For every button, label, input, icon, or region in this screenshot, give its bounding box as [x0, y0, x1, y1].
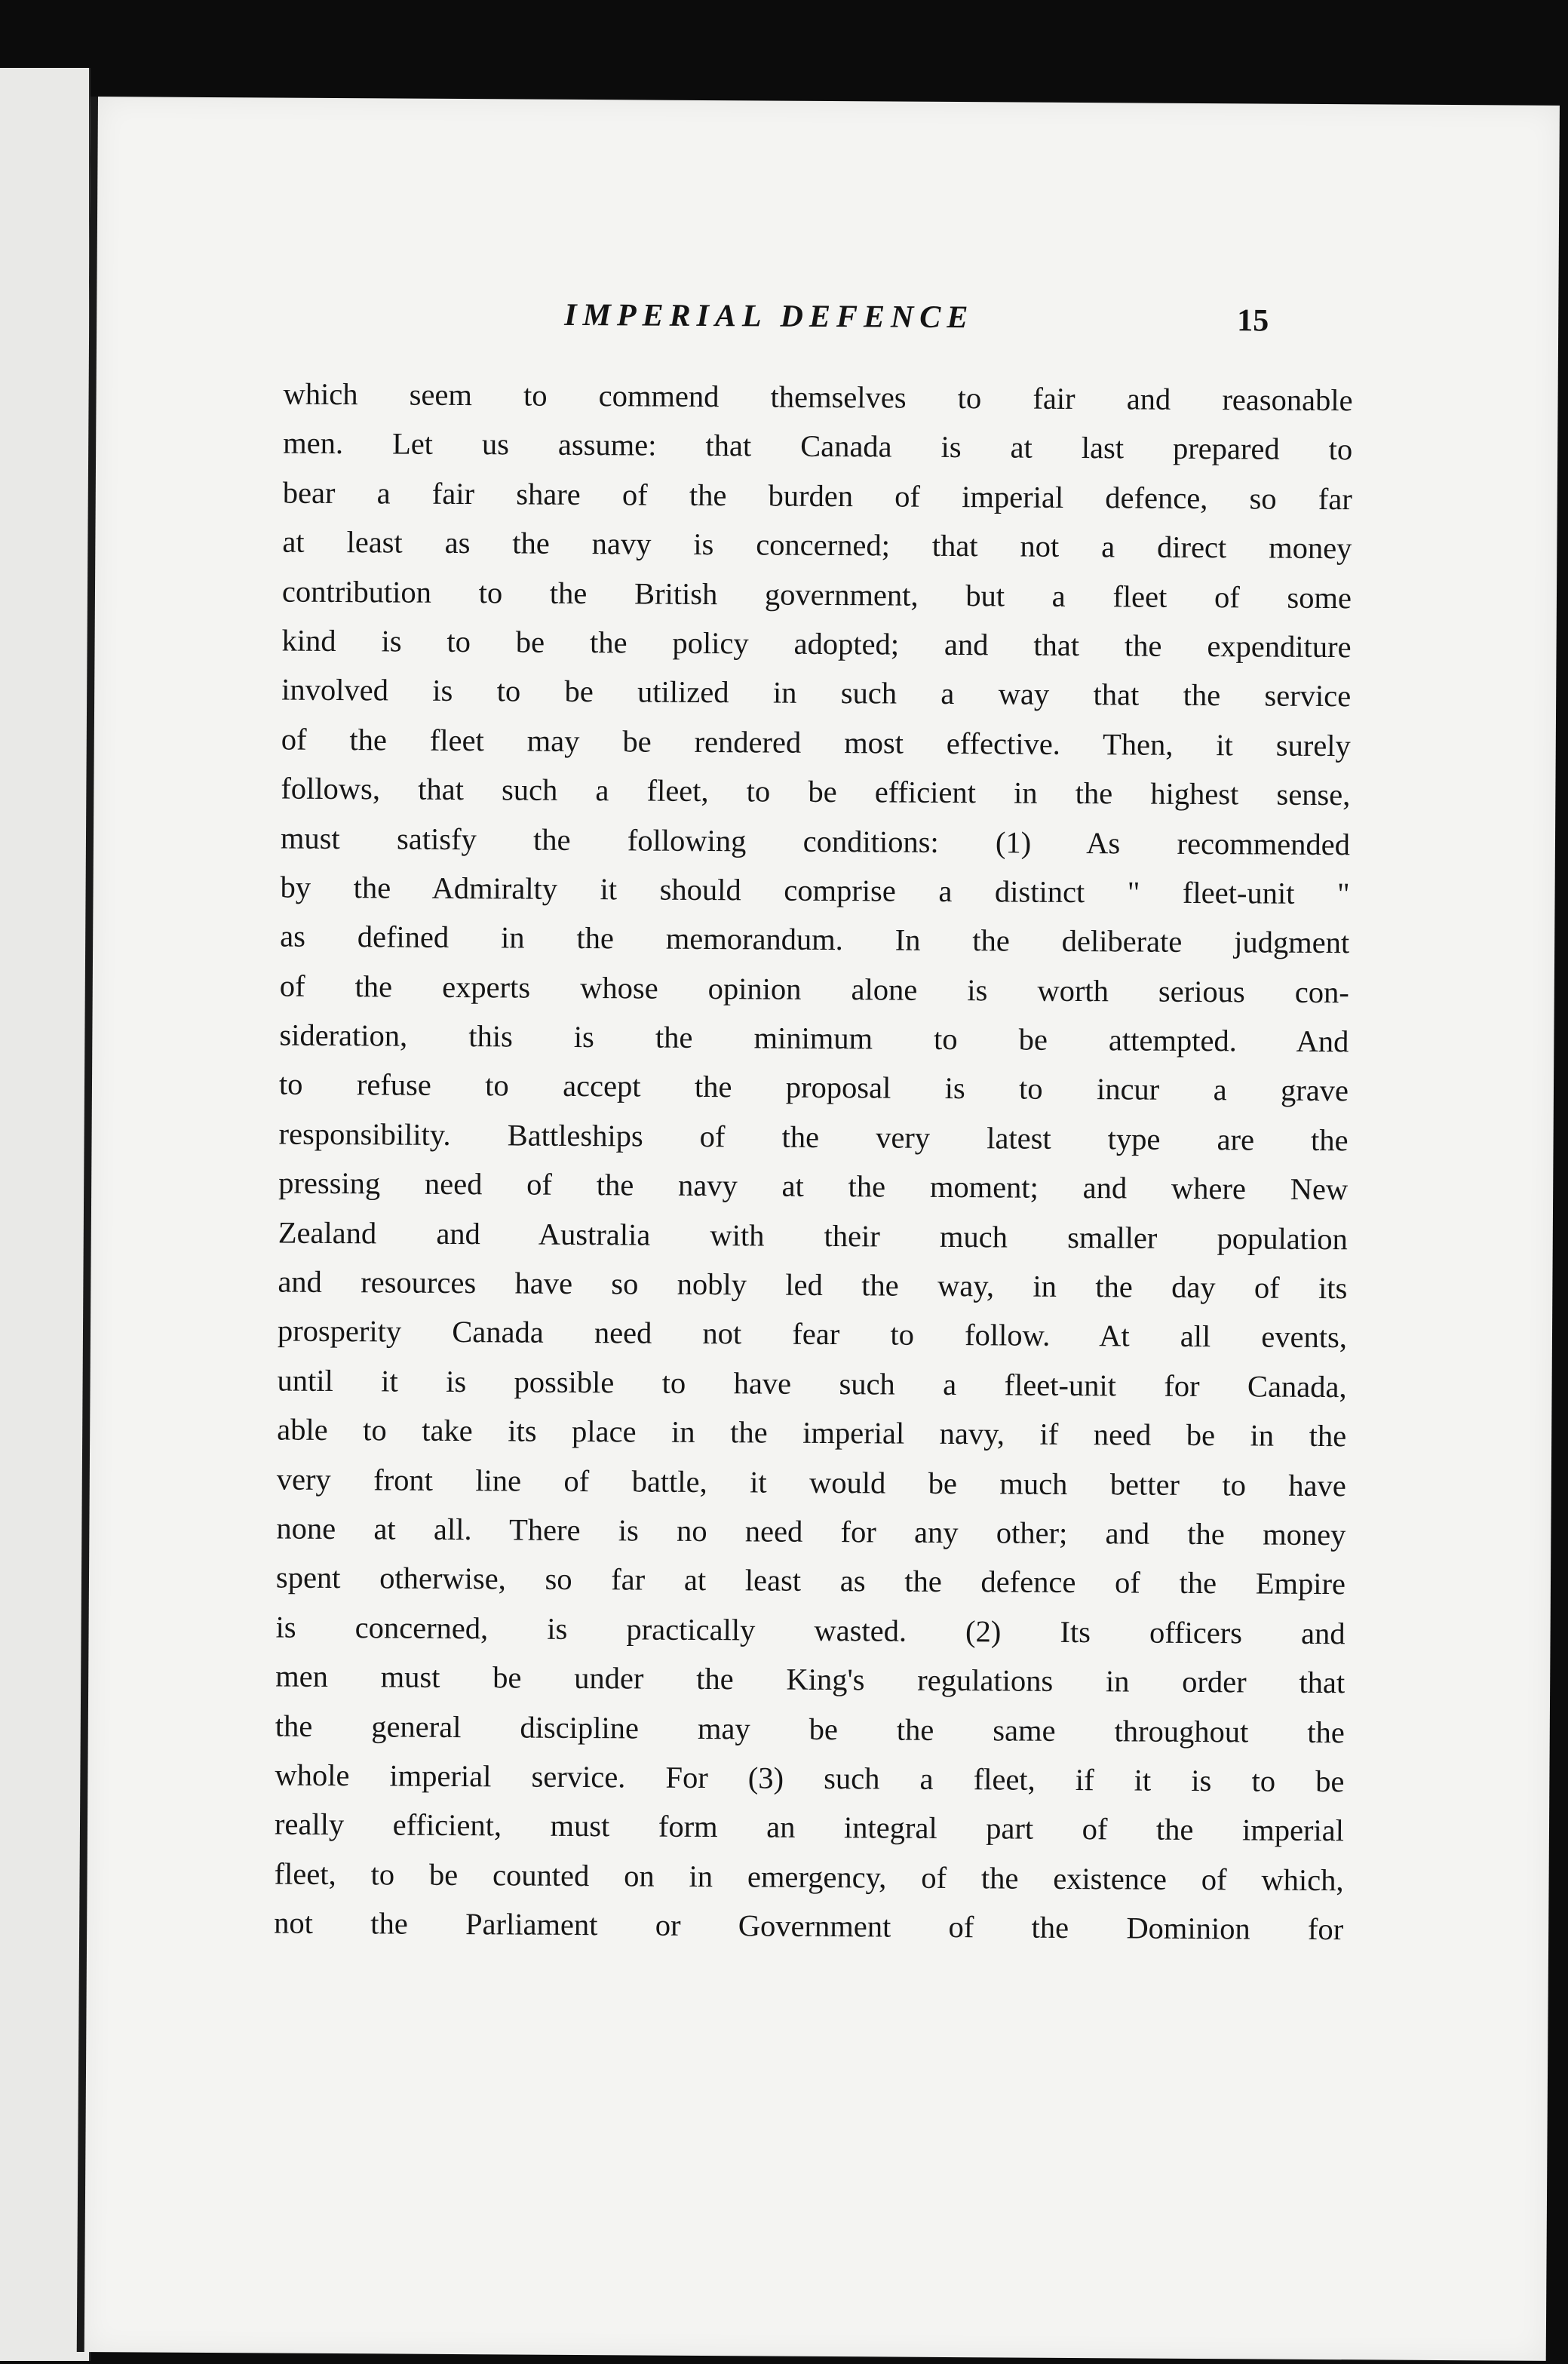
running-header	[97, 294, 1558, 356]
text-line: not the Parliament or Government of the Dominion for	[274, 1905, 1344, 1947]
facing-page-edge	[0, 68, 91, 2361]
text-line: to refuse to accept the proposal is to incur a grave	[278, 1067, 1349, 1108]
text-line: none at all. There is no need for any other; and the money	[276, 1511, 1346, 1552]
text-line: whole imperial service. For (3) such a fleet, if it is to be	[275, 1758, 1345, 1799]
text-line: of the experts whose opinion alone is worth serious con-	[279, 969, 1349, 1009]
text-line: men must be under the King's regulations in order that	[275, 1659, 1346, 1700]
text-line: fleet, to be counted on in emergency, of the existence of which,	[274, 1856, 1344, 1897]
text-line: really efficient, must form an integral part of the imperial	[274, 1807, 1345, 1848]
text-line: pressing need of the navy at the moment; and where New	[278, 1165, 1349, 1207]
text-line: by the Admiralty it should comprise a distinct " fleet-unit "	[280, 870, 1350, 911]
text-line: is concerned, is practically wasted. (2) Its officers and	[275, 1610, 1346, 1650]
text-line: contribution to the British government, but a fleet of some	[281, 574, 1352, 615]
text-line: involved is to be utilized in such a way that the service	[281, 672, 1352, 714]
text-line: spent otherwise, so far at least as the defence of the Empire	[275, 1560, 1346, 1601]
text-line: kind is to be the policy adopted; and that the expenditure	[281, 623, 1352, 665]
page-number: 15	[1237, 303, 1269, 339]
text-line: the general discipline may be the same throughout the	[275, 1709, 1345, 1749]
text-line: which seem to commend themselves to fair and reasonable	[283, 376, 1353, 418]
text-line: Zealand and Australia with their much smaller population	[278, 1215, 1348, 1256]
text-line: and resources have so nobly led the way, in the day of its	[278, 1264, 1348, 1306]
text-line: able to take its place in the imperial navy, if need be in the	[277, 1412, 1347, 1454]
running-title: IMPERIAL DEFENCE	[564, 297, 974, 336]
text-line: until it is possible to have such a fleet-unit for Canada,	[277, 1363, 1347, 1405]
text-line: prosperity Canada need not fear to follow. At all events,	[277, 1313, 1348, 1355]
text-line: very front line of battle, it would be much better to have	[276, 1462, 1346, 1503]
book-page	[77, 97, 1560, 2361]
text-line: follows, that such a fleet, to be efficient in the highest sense,	[281, 771, 1351, 812]
text-line: as defined in the memorandum. In the deliberate judgment	[280, 919, 1350, 960]
text-line: must satisfy the following conditions: (1) As recommended	[280, 821, 1351, 861]
text-line: bear a fair share of the burden of imperial defence, so far	[282, 475, 1352, 517]
body-paragraph	[274, 370, 1353, 1954]
text-line: of the fleet may be rendered most effective. Then, it surely	[281, 722, 1351, 763]
text-line: men. Let us assume: that Canada is at last prepared to	[283, 425, 1353, 467]
text-line: sideration, this is the minimum to be attempted. And	[279, 1018, 1349, 1059]
text-line: at least as the navy is concerned; that not a direct money	[282, 524, 1352, 566]
text-line: responsibility. Battleships of the very latest type are the	[278, 1116, 1349, 1158]
